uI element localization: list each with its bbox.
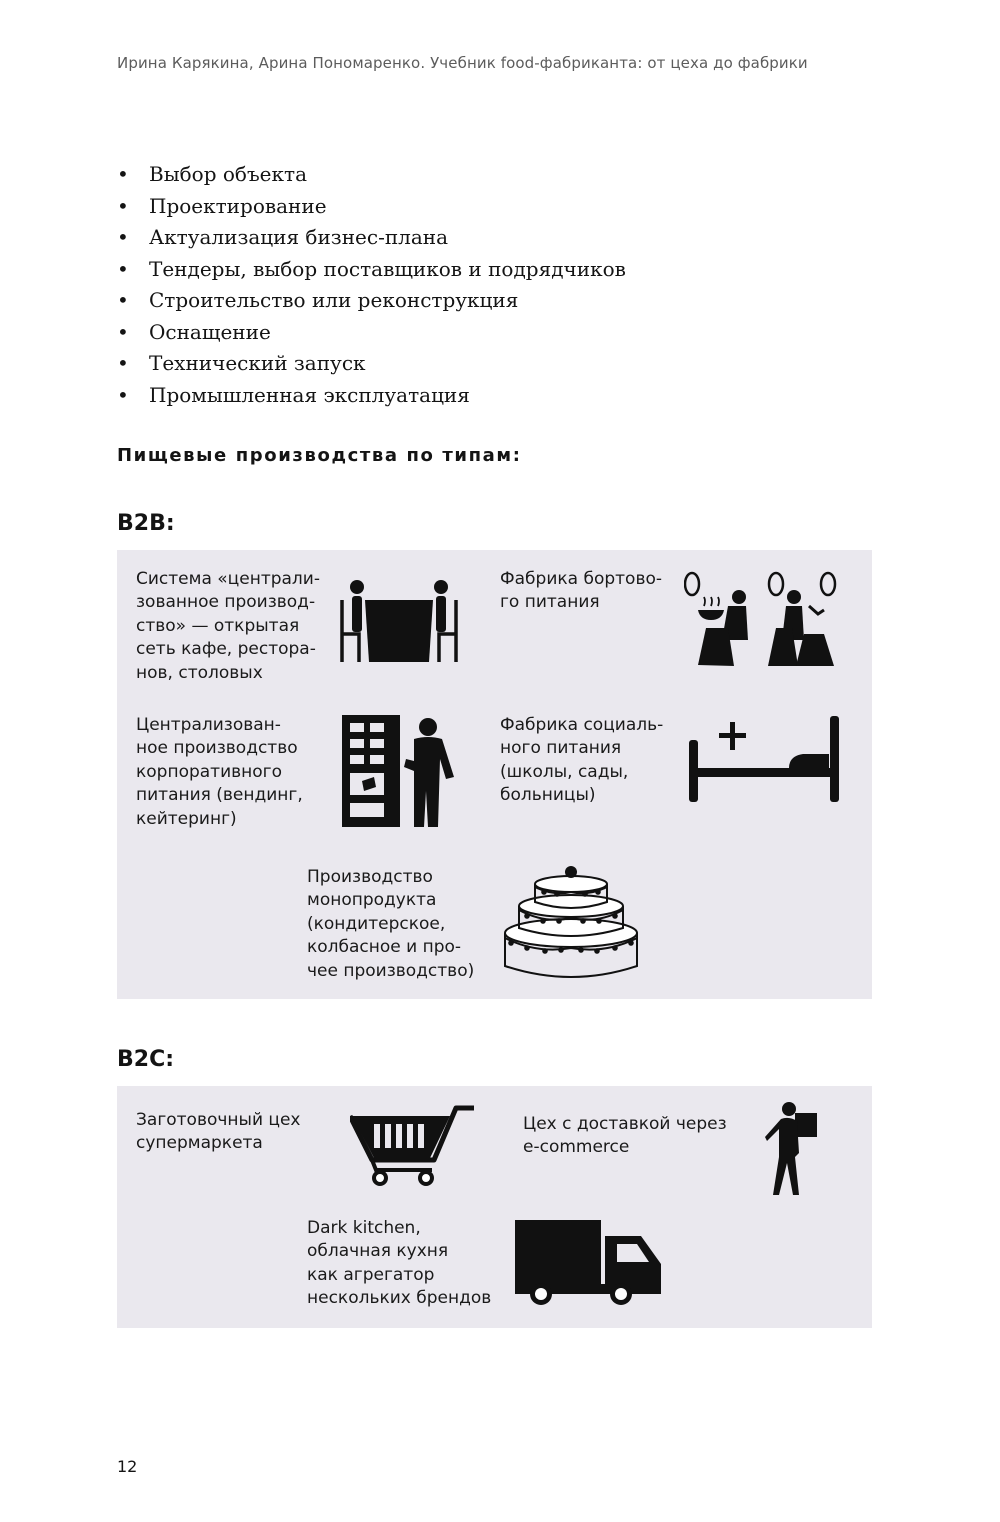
list-item-text: Строительство или реконструкция: [149, 288, 519, 312]
list-item: [117, 255, 626, 287]
bullet: •: [117, 382, 129, 407]
list-item: [117, 160, 626, 192]
list-item-text: Проектирование: [149, 193, 327, 218]
list-item-text: Выбор объекта: [149, 162, 307, 186]
vending-machine-icon: [342, 715, 462, 827]
b2c-item-text: Цех с доставкой через e-commerce: [523, 1114, 727, 1158]
b2c-panel: [117, 1086, 872, 1328]
list-item-text: Актуализация бизнес-плана: [149, 225, 449, 249]
b2b-item-text: Централизован- ное производство корпоративного питания (вендинг, кейтеринг): [136, 715, 303, 829]
b2b-item-text: Производство монопродукта (кондитерское, колбасное и про- чее производство): [307, 867, 475, 981]
b2b-item-text: Фабрика социаль- ного питания (школы, сады, больницы): [500, 715, 664, 806]
b2b-item-text: Система «централи- зованное производ- ство» — открытая сеть кафе, рестора- нов, столовых: [136, 569, 320, 683]
list-item: [117, 286, 626, 318]
list-item: [117, 223, 626, 255]
list-item-text: Промышленная эксплуатация: [149, 382, 470, 407]
courier-icon: [765, 1101, 819, 1197]
b2c-item-text: Заготовочный цех супермаркета: [136, 1110, 301, 1154]
list-item-text: Тендеры, выбор поставщиков и подрядчиков: [149, 256, 626, 281]
b2b-panel: [117, 550, 872, 999]
project-steps-list: [117, 160, 626, 412]
delivery-truck-icon: [515, 1218, 663, 1308]
cake-icon: [497, 860, 645, 984]
list-item: [117, 381, 626, 413]
list-item: [117, 349, 626, 381]
bullet: •: [117, 351, 129, 375]
bullet: •: [117, 319, 129, 344]
bullet: •: [117, 162, 129, 186]
b2c-label: B2C:: [117, 1047, 175, 1072]
list-item-text: Оснащение: [149, 319, 271, 344]
b2b-label: B2B:: [117, 511, 175, 536]
shopping-cart-icon: [350, 1102, 476, 1186]
list-item: [117, 318, 626, 350]
types-heading: Пищевые производства по типам:: [117, 445, 522, 466]
hospital-bed-icon: [689, 716, 841, 806]
airline-meal-icon: [684, 570, 844, 670]
list-item: [117, 192, 626, 224]
bullet: •: [117, 193, 129, 218]
bullet: •: [117, 288, 129, 312]
page-number: 12: [117, 1457, 138, 1476]
bullet: •: [117, 225, 129, 249]
b2b-item-text: Фабрика бортово- го питания: [500, 569, 662, 613]
bullet: •: [117, 256, 129, 281]
list-item-text: Технический запуск: [149, 351, 366, 375]
b2c-item-text: Dark kitchen, облачная кухня как агрегатор нескольких брендов: [307, 1218, 492, 1309]
running-head: Ирина Карякина, Арина Пономаренко. Учебник food-фабриканта: от цеха до фабрики: [117, 54, 808, 72]
restaurant-table-icon: [339, 576, 459, 666]
